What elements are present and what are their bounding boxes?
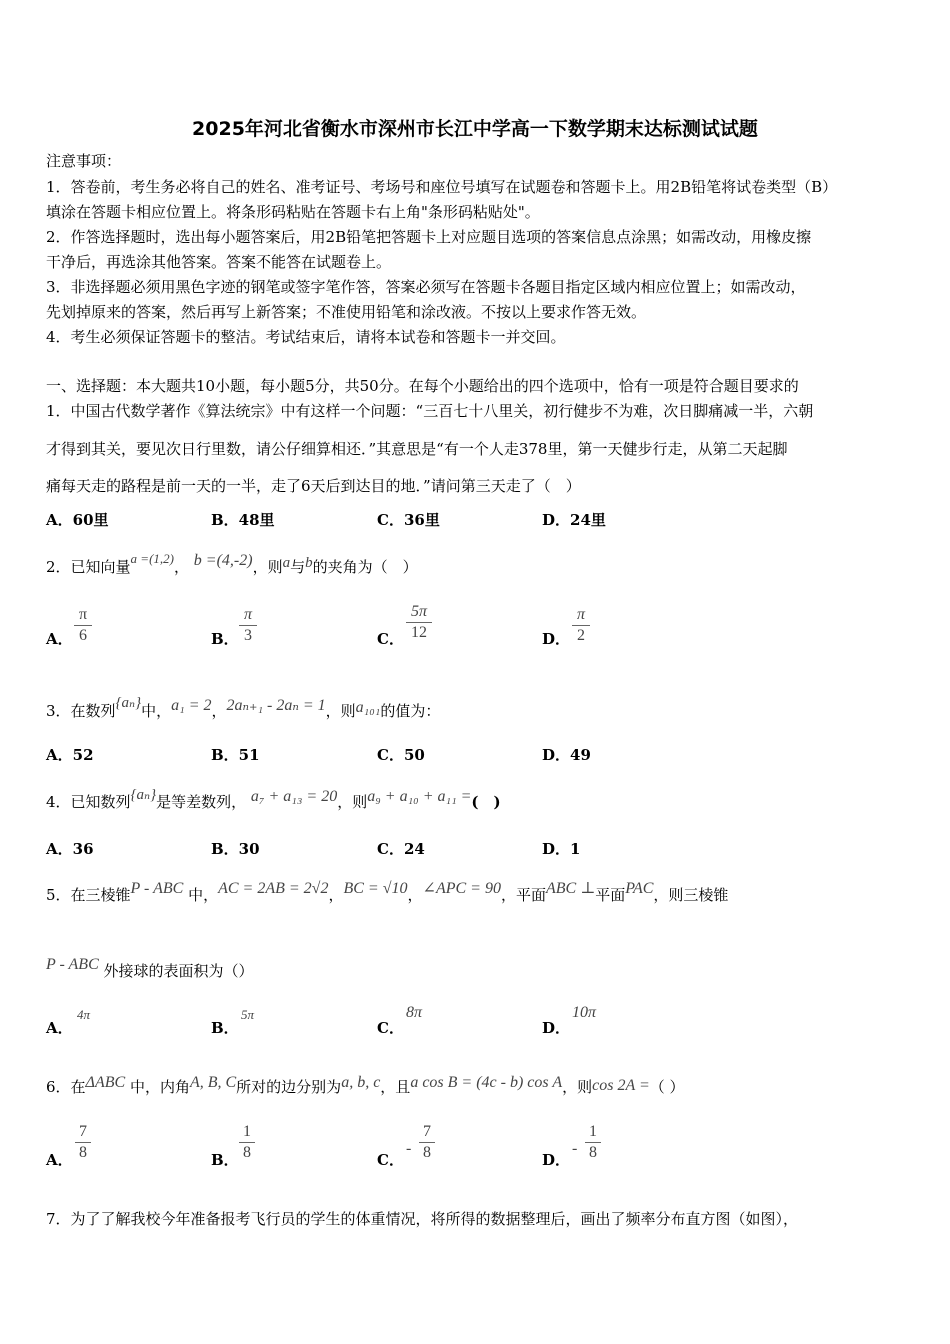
q6-text: ，且 [380, 1078, 411, 1096]
q6-expr-angles: A, B, C [189, 1074, 237, 1091]
notice-line: 3．非选择题必须用黑色字迹的钢笔或签字笔作答，答案必须写在答题卡各题目指定区域内相应位置上；如需改动， [46, 278, 806, 296]
q2-text: ， [173, 558, 189, 576]
q3-expr-a101: a₁₀₁ [355, 699, 381, 716]
q1-option-c: C．36里 [377, 511, 440, 529]
q2-option-c-fraction: 5π 12 [406, 603, 432, 642]
q6-option-d-sign: - [572, 1140, 578, 1157]
section-heading: 一、选择题：本大题共10小题，每小题5分，共50分。在每个小题给出的四个选项中，恰有一项是符合题目要求的 [46, 377, 799, 395]
q4-option-d: D．1 [542, 840, 581, 858]
q5-text: 平面 [595, 886, 626, 904]
q6-option-a-label: A． [46, 1151, 73, 1169]
q4-option-c: C．24 [377, 840, 425, 858]
question-2-stem [46, 551, 418, 577]
q4-option-b: B．30 [211, 840, 260, 858]
q5-expr-bc: BC = √10 [343, 880, 408, 897]
q6-option-c-sign: - [406, 1140, 412, 1157]
q5-option-d-label: D． [542, 1019, 571, 1037]
question-5-stem [46, 880, 729, 905]
q3-sequence: {aₙ} [115, 695, 142, 711]
q5-text: ，则三棱锥 [653, 886, 729, 904]
q5-expr-ac: AC = 2AB = 2√2 [218, 880, 329, 897]
q4-text: ( ) [471, 793, 501, 811]
q6-text: 所对的边分别为 [236, 1078, 342, 1096]
notice-line: 先划掉原来的答案，然后再写上新答案；不准使用铅笔和涂改液。不按以上要求作答无效。 [46, 303, 647, 321]
q3-option-b: B．51 [211, 746, 260, 764]
q2-symbol-b: b [305, 555, 313, 571]
q6-option-b-fraction: 1 8 [239, 1123, 255, 1162]
notice-line: 4．考生必须保证答题卡的整洁。考试结束后，请将本试卷和答题卡一并交回。 [46, 328, 566, 346]
q3-text: ， [211, 702, 227, 720]
q5-expr-angle: ∠APC = 90 [422, 880, 501, 897]
q2-option-a-fraction: π 6 [74, 606, 92, 645]
question-1-line: 才得到其关，要见次日行里数，请公仔细算相还．”其意思是“有一个人走378里，第一天健步行走，从第二天起脚 [46, 440, 788, 458]
q6-text: 6．在 [46, 1078, 86, 1096]
q5-text: ， [328, 886, 344, 904]
q2-text: 2．已知向量 [46, 558, 131, 576]
q4-expr-sum: a₉ + a₁₀ + a₁₁ = [367, 788, 472, 805]
q4-text: 是等差数列， [156, 793, 247, 811]
q2-option-d-fraction: π 2 [572, 606, 590, 645]
q2-vector-a: a =(1,2) [130, 551, 174, 566]
q5-expr-pyramid: P - ABC [130, 880, 184, 897]
q4-sequence: {aₙ} [130, 787, 157, 803]
notice-line: 填涂在答题卡相应位置上。将条形码粘贴在答题卡右上角"条形码粘贴处"。 [46, 203, 540, 221]
q1-option-d: D．24里 [542, 511, 606, 529]
q3-expr-a1: a₁ = 2 [171, 697, 212, 714]
q2-vector-b: b =(4,-2) [193, 552, 253, 569]
page-title: 2025年河北省衡水市深州市长江中学高一下数学期末达标测试试题 [192, 118, 758, 140]
q3-text: ，则 [325, 702, 356, 720]
q6-expr-sides: a, b, c [341, 1074, 381, 1091]
q4-expr-given: a₇ + a₁₃ = 20 [250, 788, 338, 805]
q3-text: 的值为： [380, 702, 441, 720]
q2-option-c-label: C． [377, 630, 404, 648]
question-5-line2 [46, 956, 254, 981]
q1-option-b: B．48里 [211, 511, 275, 529]
question-7-line: 7．为了了解我校今年准备报考飞行员的学生的体重情况，将所得的数据整理后，画出了频率分布直方图（如图）， [46, 1210, 799, 1228]
q5-option-c-label: C． [377, 1019, 404, 1037]
q2-text: 与 [290, 558, 306, 576]
q6-text: ，则 [562, 1078, 593, 1096]
q6-expr-triangle: ΔABC [85, 1074, 126, 1091]
q5-text: 中， [188, 886, 219, 904]
q6-option-c-label: C． [377, 1151, 404, 1169]
q3-text: 3．在数列 [46, 702, 116, 720]
question-3-stem [46, 695, 441, 721]
q2-text: 的夹角为（ ） [312, 558, 418, 576]
q3-option-d: D．49 [542, 746, 591, 764]
q3-option-a: A．52 [46, 746, 94, 764]
q4-text: 4．已知数列 [46, 793, 131, 811]
q6-text: （ ） [649, 1078, 685, 1096]
q2-option-b-label: B． [211, 630, 239, 648]
q5-option-c-value: 8π [406, 1004, 423, 1021]
notice-line: 干净后，再选涂其他答案。答案不能答在试题卷上。 [46, 253, 392, 271]
q6-option-d-label: D． [542, 1151, 571, 1169]
q3-option-c: C．50 [377, 746, 425, 764]
q5-option-b-value: 5π [241, 1007, 255, 1022]
q2-text: ，则 [252, 558, 283, 576]
notice-line: 2．作答选择题时，选出每小题答案后，用2B铅笔把答题卡上对应题目选项的答案信息点涂黑；如需改动，用橡皮擦 [46, 228, 812, 246]
q5-expr-plane-abc: ABC ⊥ [545, 880, 596, 897]
q5-text: ，平面 [500, 886, 546, 904]
q6-text: 中，内角 [129, 1078, 190, 1096]
q5-expr-pyramid: P - ABC [46, 956, 99, 973]
q5-option-b-label: B． [211, 1019, 239, 1037]
q6-option-d-fraction: 1 8 [585, 1123, 601, 1162]
notice-heading: 注意事项： [46, 152, 122, 170]
q5-text: 5．在三棱锥 [46, 886, 131, 904]
question-6-stem [46, 1074, 685, 1097]
question-1-line: 1．中国古代数学著作《算法统宗》中有这样一个问题：“三百七十八里关，初行健步不为难，次日脚痛减一半，六朝 [46, 402, 814, 420]
q5-option-d-value: 10π [572, 1004, 597, 1021]
q2-symbol-a: a [282, 555, 291, 571]
q6-expr-target: cos 2A = [592, 1077, 650, 1094]
q6-option-b-label: B． [211, 1151, 239, 1169]
q2-option-b-fraction: π 3 [239, 606, 257, 645]
notice-line: 1．答卷前，考生务必将自己的姓名、准考证号、考场号和座位号填写在试题卷和答题卡上。用2B铅笔将试卷类型（B） [46, 178, 838, 196]
q3-text: 中， [141, 702, 172, 720]
q4-text: ，则 [337, 793, 368, 811]
q5-expr-plane-pac: PAC [625, 880, 654, 897]
q4-option-a: A．36 [46, 840, 94, 858]
q2-option-a-label: A． [46, 630, 73, 648]
q3-expr-recurrence: 2aₙ₊₁ - 2aₙ = 1 [226, 697, 326, 714]
q5-option-a-label: A． [46, 1019, 73, 1037]
q6-option-a-fraction: 7 8 [75, 1123, 91, 1162]
q5-text: 外接球的表面积为（） [103, 962, 254, 980]
question-1-line: 痛每天走的路程是前一天的一半，走了6天后到达目的地．”请问第三天走了（ ） [46, 477, 581, 495]
q6-expr-condition: a cos B = (4c - b) cos A [410, 1074, 563, 1091]
q2-option-d-label: D． [542, 630, 571, 648]
q5-option-a-value: 4π [77, 1007, 91, 1022]
q5-text: ， [407, 886, 423, 904]
q1-option-a: A．60里 [46, 511, 109, 529]
q6-option-c-fraction: 7 8 [419, 1123, 435, 1162]
question-4-stem [46, 787, 501, 812]
